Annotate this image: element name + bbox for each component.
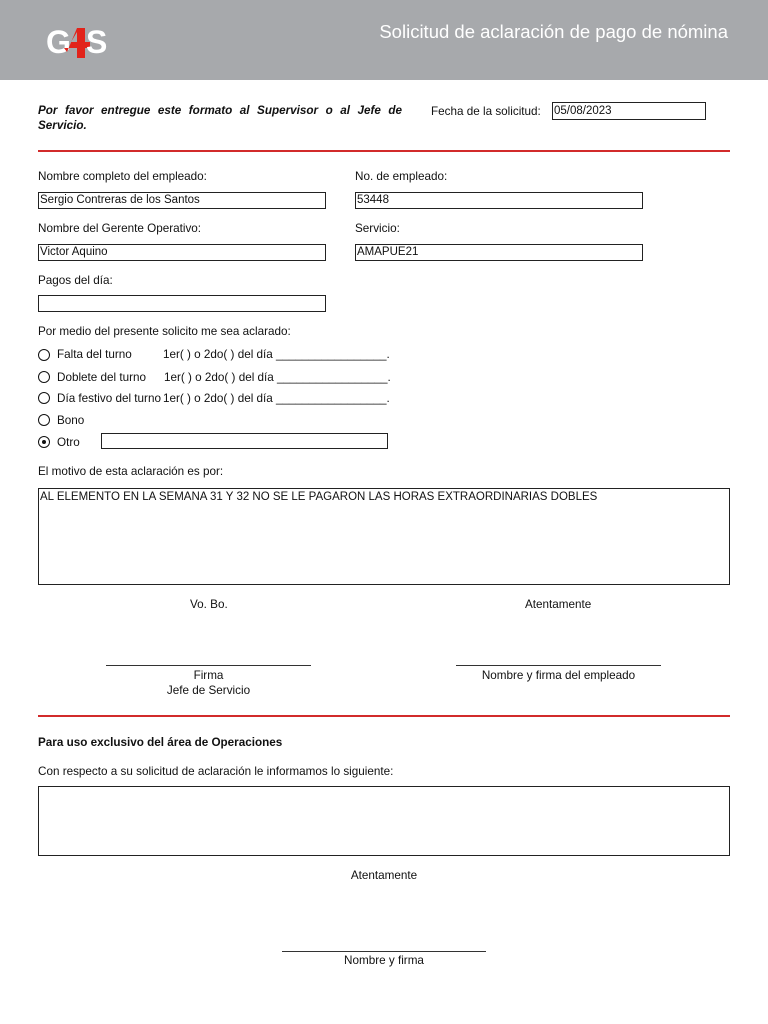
operations-signature-line [282, 951, 486, 952]
reason-textarea[interactable]: AL ELEMENTO EN LA SEMANA 31 Y 32 NO SE LE PAGARON LAS HORAS EXTRAORDINARIAS DOBLES [38, 488, 730, 585]
manager-label: Nombre del Gerente Operativo: [38, 222, 202, 235]
option-label-festivo: Día festivo del turno [57, 392, 161, 405]
other-field[interactable] [101, 433, 388, 449]
radio-otro[interactable] [38, 436, 50, 448]
option-label-doblete: Doblete del turno [57, 371, 147, 384]
radio-bono[interactable] [38, 414, 50, 426]
date-label: Fecha de la solicitud: [431, 105, 541, 118]
reason-label: El motivo de esta aclaración es por: [38, 465, 224, 478]
manager-field[interactable]: Victor Aquino [38, 244, 326, 261]
date-field[interactable]: 05/08/2023 [552, 102, 706, 120]
option-label-falta: Falta del turno [57, 348, 132, 361]
operations-response-box[interactable] [38, 786, 730, 856]
option-label-bono: Bono [57, 414, 85, 427]
service-field[interactable]: AMAPUE21 [355, 244, 643, 261]
jefe-servicio-label: Jefe de Servicio [166, 684, 251, 697]
employee-name-label: Nombre completo del empleado: [38, 170, 207, 183]
employee-signature-label: Nombre y firma del empleado [481, 669, 636, 682]
employee-number-field[interactable]: 53448 [355, 192, 643, 209]
operations-heading: Para uso exclusivo del área de Operaciones [38, 736, 283, 749]
g4s-logo [44, 22, 108, 60]
vobo-label: Vo. Bo. [190, 598, 228, 611]
svg-text:S: S [86, 24, 108, 60]
divider-top [38, 150, 730, 152]
signature-line-left [106, 665, 311, 666]
atentamente-label: Atentamente [525, 598, 592, 611]
request-label: Por medio del presente solicito me sea aclarado: [38, 325, 291, 338]
divider-bottom [38, 715, 730, 717]
operations-sign-label: Nombre y firma [344, 954, 424, 967]
radio-falta-turno[interactable] [38, 349, 50, 361]
svg-text:G: G [46, 24, 71, 60]
employee-number-label: No. de empleado: [355, 170, 448, 183]
page-title: Solicitud de aclaración de pago de nómina [379, 21, 728, 42]
option-detail-doblete: 1er( ) o 2do( ) del día _________________. [164, 371, 391, 384]
operations-text: Con respecto a su solicitud de aclaración le informamos lo siguiente: [38, 765, 394, 778]
radio-dia-festivo[interactable] [38, 392, 50, 404]
operations-atentamente: Atentamente [350, 869, 418, 882]
service-label: Servicio: [355, 222, 400, 235]
option-label-otro: Otro [57, 436, 80, 449]
signature-line-right [456, 665, 661, 666]
payments-field[interactable] [38, 295, 326, 312]
option-detail-festivo: 1er( ) o 2do( ) del día _________________. [163, 392, 390, 405]
payments-label: Pagos del día: [38, 274, 113, 287]
option-detail-falta: 1er( ) o 2do( ) del día _________________. [163, 348, 390, 361]
employee-name-field[interactable]: Sergio Contreras de los Santos [38, 192, 326, 209]
firma-label: Firma [193, 669, 224, 682]
radio-doblete-turno[interactable] [38, 371, 50, 383]
instructions: Por favor entregue este formato al Supervisor o al Jefe de Servicio. [38, 104, 402, 132]
